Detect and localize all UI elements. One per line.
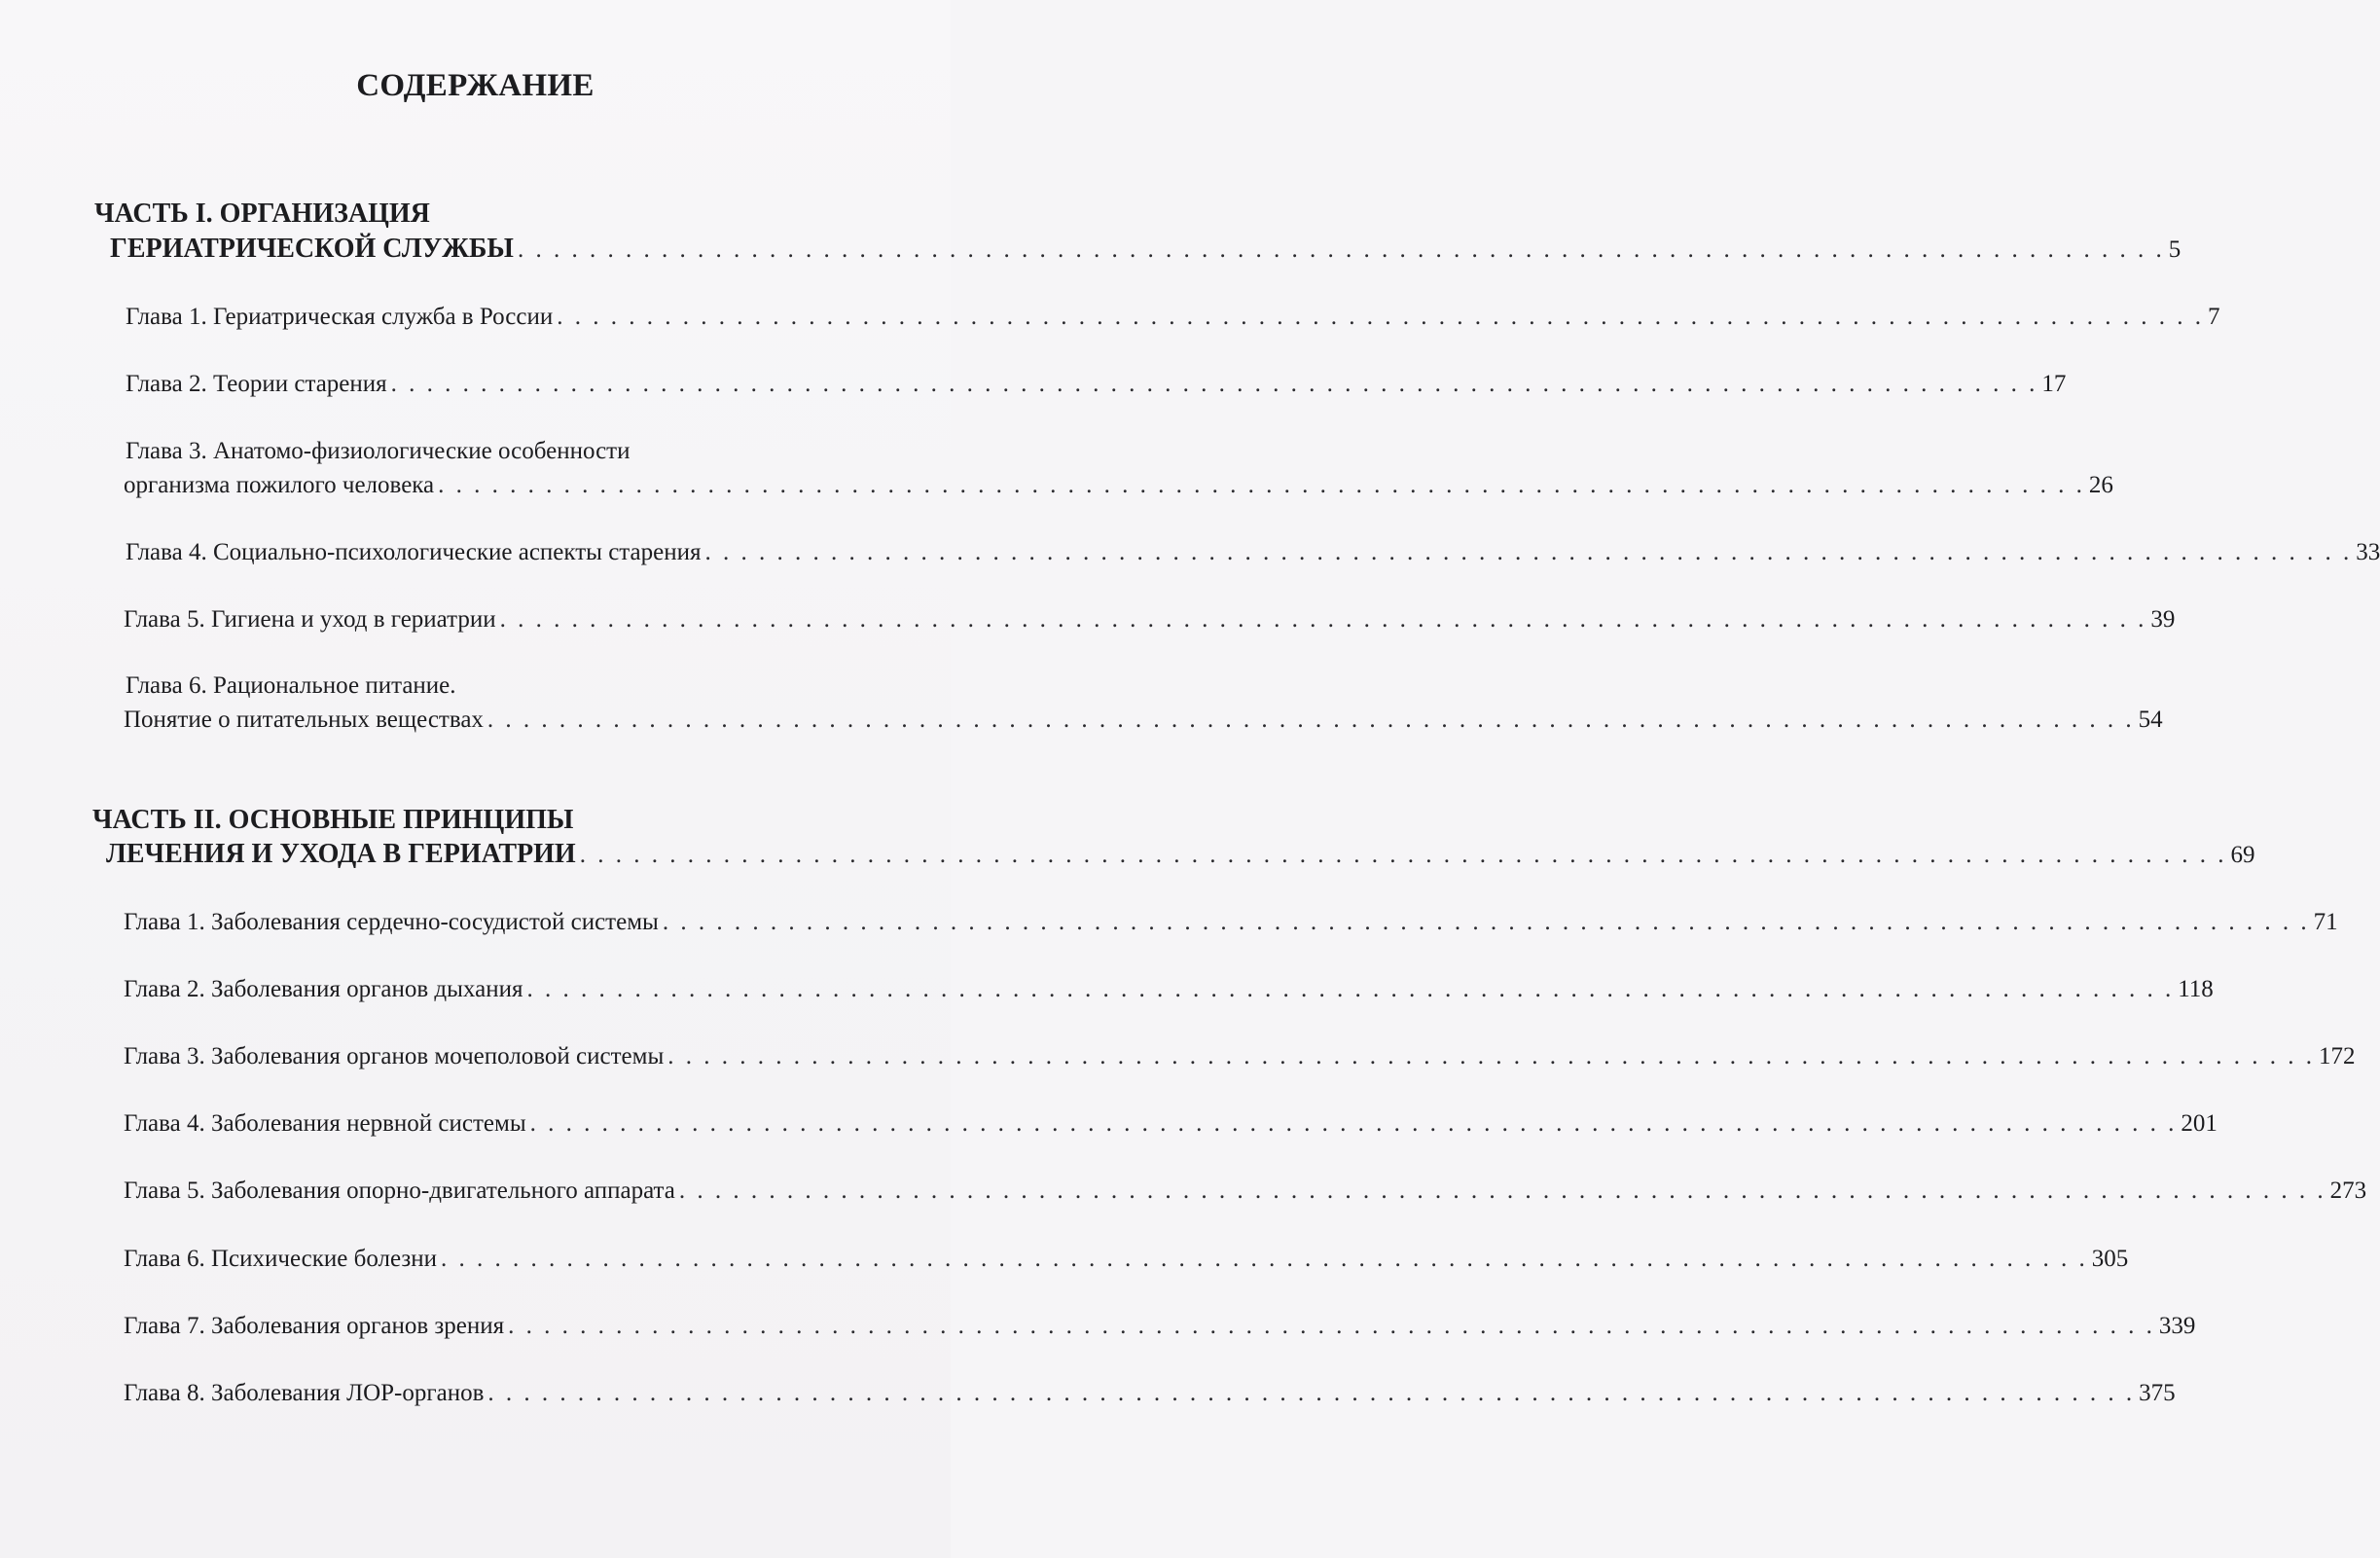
toc-entry-part2-ch6[interactable] <box>124 1242 2129 1277</box>
dot-leader: . . . . . . . . . . . . . . . . . . . . . . . . . . . . . . . . . . . . . . . . . . . . . . . . . . . . . . . . . . . . . . . . . . . . . . . . . . . . . . . . . . . . . . . . . . . . <box>517 236 2165 263</box>
toc-entry-part1-ch1[interactable] <box>126 300 2220 335</box>
dot-leader: . . . . . . . . . . . . . . . . . . . . . . . . . . . . . . . . . . . . . . . . . . . . . . . . . . . . . . . . . . . . . . . . . . . . . . . . . . . . . . . . . . . . . . . . . . . . <box>441 1246 2088 1272</box>
part-1-heading-line-1: ЧАСТЬ I. ОРГАНИЗАЦИЯ <box>94 199 430 229</box>
toc-entry-part1-ch6[interactable] <box>124 703 2163 738</box>
dot-leader: . . . . . . . . . . . . . . . . . . . . . . . . . . . . . . . . . . . . . . . . . . . . . . . . . . . . . . . . . . . . . . . . . . . . . . . . . . . . . . . . . . . . . . . . . . . . <box>526 976 2175 1002</box>
page-number: 5 <box>2168 236 2182 263</box>
chapter-title: Глава 6. Психические болезни <box>124 1246 438 1272</box>
part-1-heading[interactable] <box>110 232 2182 267</box>
dot-leader: . . . . . . . . . . . . . . . . . . . . . . . . . . . . . . . . . . . . . . . . . . . . . . . . . . . . . . . . . . . . . . . . . . . . . . . . . . . . . . . . . . . . . . . . . . . . <box>487 707 2135 733</box>
toc-entry-part1-ch2[interactable] <box>126 367 2067 402</box>
chapter-title: Глава 8. Заболевания ЛОР-органов <box>124 1380 485 1406</box>
toc-entry-part2-ch4[interactable] <box>124 1106 2218 1141</box>
chapter-title: Глава 2. Заболевания органов дыхания <box>124 976 523 1002</box>
dot-leader: . . . . . . . . . . . . . . . . . . . . . . . . . . . . . . . . . . . . . . . . . . . . . . . . . . . . . . . . . . . . . . . . . . . . . . . . . . . . . . . . . . . . . . . . . . . . <box>438 472 2085 498</box>
page-number: 7 <box>2207 304 2220 330</box>
page-number: 201 <box>2181 1110 2218 1137</box>
toc-entry-part2-ch2[interactable] <box>124 972 2214 1007</box>
page-number: 26 <box>2088 472 2113 498</box>
page-number: 118 <box>2178 976 2214 1002</box>
dot-leader: . . . . . . . . . . . . . . . . . . . . . . . . . . . . . . . . . . . . . . . . . . . . . . . . . . . . . . . . . . . . . . . . . . . . . . . . . . . . . . . . . . . . . . . . . . . . <box>390 371 2038 397</box>
part-2-heading-line-1: ЧАСТЬ II. ОСНОВНЫЕ ПРИНЦИПЫ <box>92 805 574 835</box>
chapter-title: Глава 1. Гериатрическая служба в России <box>126 304 554 330</box>
chapter-title: Глава 1. Заболевания сердечно-сосудистой системы <box>124 909 659 935</box>
page-number: 273 <box>2329 1178 2367 1204</box>
page-number: 305 <box>2091 1246 2129 1272</box>
chapter-title-line-1: Глава 3. Анатомо-физиологические особенности <box>126 438 631 464</box>
part-1-heading-line-2: ГЕРИАТРИЧЕСКОЙ СЛУЖБЫ <box>110 234 514 264</box>
toc-entry-part2-ch5[interactable] <box>124 1174 2367 1209</box>
part-2-heading-line-2: ЛЕЧЕНИЯ И УХОДА В ГЕРИАТРИИ <box>106 839 576 869</box>
dot-leader: . . . . . . . . . . . . . . . . . . . . . . . . . . . . . . . . . . . . . . . . . . . . . . . . . . . . . . . . . . . . . . . . . . . . . . . . . . . . . . . . . . . . . . . . . . . . <box>487 1380 2136 1406</box>
page-number: 33 <box>2356 539 2380 565</box>
toc-entry-part2-ch3[interactable] <box>124 1039 2356 1074</box>
dot-leader: . . . . . . . . . . . . . . . . . . . . . . . . . . . . . . . . . . . . . . . . . . . . . . . . . . . . . . . . . . . . . . . . . . . . . . . . . . . . . . . . . . . . . . . . . . . . <box>704 539 2353 565</box>
dot-leader: . . . . . . . . . . . . . . . . . . . . . . . . . . . . . . . . . . . . . . . . . . . . . . . . . . . . . . . . . . . . . . . . . . . . . . . . . . . . . . . . . . . . . . . . . . . . <box>662 909 2310 935</box>
toc-entry-part2-ch8[interactable] <box>124 1376 2176 1411</box>
chapter-title: Глава 2. Теории старения <box>126 371 387 397</box>
page-number: 339 <box>2158 1313 2196 1339</box>
toc-entry-part1-ch5[interactable] <box>124 602 2176 637</box>
page-title: СОДЕРЖАНИЕ <box>356 68 595 103</box>
toc-entry-part2-ch1[interactable] <box>124 905 2338 940</box>
chapter-title: Глава 7. Заболевания органов зрения <box>124 1313 505 1339</box>
dot-leader: . . . . . . . . . . . . . . . . . . . . . . . . . . . . . . . . . . . . . . . . . . . . . . . . . . . . . . . . . . . . . . . . . . . . . . . . . . . . . . . . . . . . . . . . . . . . <box>499 606 2147 633</box>
page-number: 69 <box>2230 842 2255 868</box>
chapter-title: организма пожилого человека <box>124 472 435 498</box>
dot-leader: . . . . . . . . . . . . . . . . . . . . . . . . . . . . . . . . . . . . . . . . . . . . . . . . . . . . . . . . . . . . . . . . . . . . . . . . . . . . . . . . . . . . . . . . . . . . <box>557 304 2204 330</box>
chapter-title: Понятие о питательных веществах <box>124 707 484 733</box>
page-number: 17 <box>2041 371 2067 397</box>
page-number: 172 <box>2319 1043 2356 1069</box>
toc-entry-part1-ch3[interactable] <box>124 468 2113 503</box>
page-number: 375 <box>2139 1380 2176 1406</box>
dot-leader: . . . . . . . . . . . . . . . . . . . . . . . . . . . . . . . . . . . . . . . . . . . . . . . . . . . . . . . . . . . . . . . . . . . . . . . . . . . . . . . . . . . . . . . . . . . . <box>667 1043 2315 1069</box>
toc-entry-part1-ch4[interactable] <box>126 535 2380 570</box>
page-number: 39 <box>2150 606 2176 633</box>
dot-leader: . . . . . . . . . . . . . . . . . . . . . . . . . . . . . . . . . . . . . . . . . . . . . . . . . . . . . . . . . . . . . . . . . . . . . . . . . . . . . . . . . . . . . . . . . . . . <box>579 842 2227 868</box>
chapter-title: Глава 3. Заболевания органов мочеполовой системы <box>124 1043 665 1069</box>
dot-leader: . . . . . . . . . . . . . . . . . . . . . . . . . . . . . . . . . . . . . . . . . . . . . . . . . . . . . . . . . . . . . . . . . . . . . . . . . . . . . . . . . . . . . . . . . . . . <box>529 1110 2178 1137</box>
chapter-title-line-1: Глава 6. Рациональное питание. <box>126 672 456 699</box>
chapter-title: Глава 5. Заболевания опорно-двигательного аппарата <box>124 1178 675 1204</box>
toc-entry-part2-ch7[interactable] <box>124 1309 2196 1344</box>
chapter-title: Глава 4. Заболевания нервной системы <box>124 1110 526 1137</box>
dot-leader: . . . . . . . . . . . . . . . . . . . . . . . . . . . . . . . . . . . . . . . . . . . . . . . . . . . . . . . . . . . . . . . . . . . . . . . . . . . . . . . . . . . . . . . . . . . . <box>508 1313 2155 1339</box>
part-2-heading[interactable] <box>106 837 2255 872</box>
chapter-title: Глава 5. Гигиена и уход в гериатрии <box>124 606 496 633</box>
page-number: 54 <box>2138 707 2163 733</box>
dot-leader: . . . . . . . . . . . . . . . . . . . . . . . . . . . . . . . . . . . . . . . . . . . . . . . . . . . . . . . . . . . . . . . . . . . . . . . . . . . . . . . . . . . . . . . . . . . . <box>678 1178 2326 1204</box>
chapter-title: Глава 4. Социально-психологические аспекты старения <box>126 539 702 565</box>
page-number: 71 <box>2313 909 2338 935</box>
